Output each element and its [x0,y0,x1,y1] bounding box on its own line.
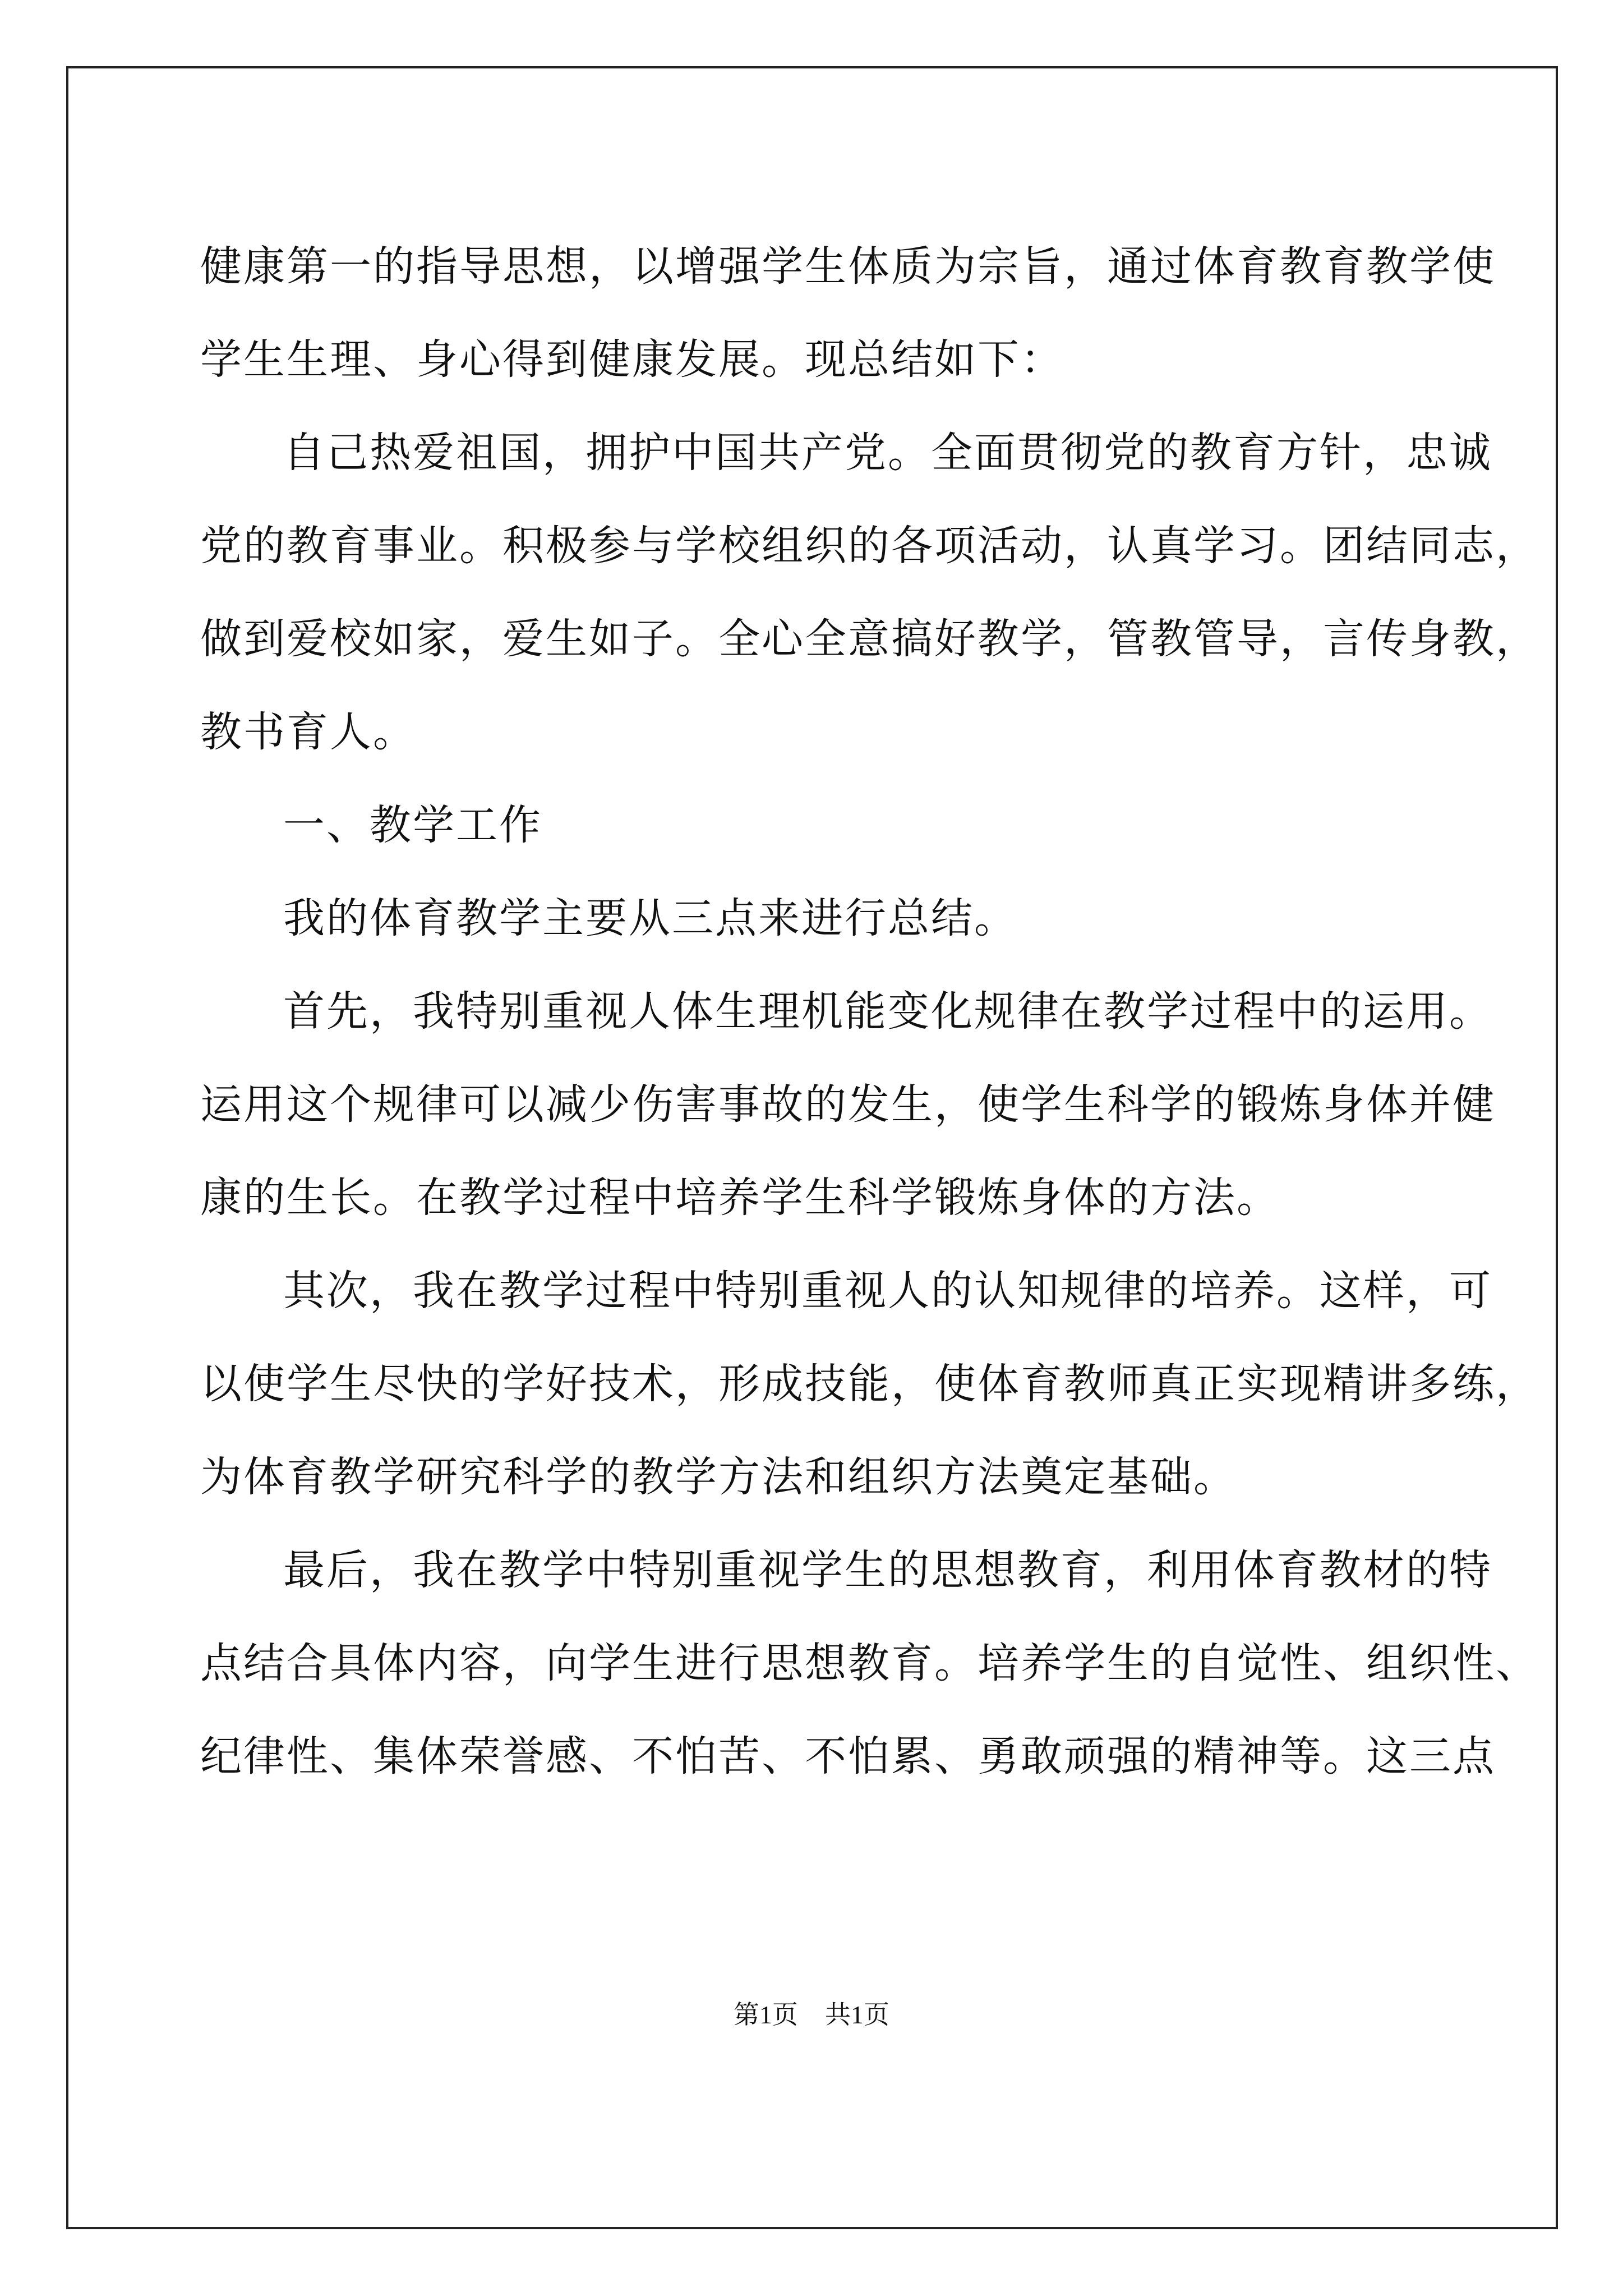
document-body [200,220,1539,1803]
text-line: 党的教育事业。积极参与学校组织的各项活动，认真学习。团结同志， [200,522,1539,570]
text-line: 为体育教学研究科学的教学方法和组织方法奠定基础。 [200,1453,1237,1501]
text-line: 运用这个规律可以减少伤害事故的发生，使学生科学的锻炼身体并健 [200,1080,1496,1129]
text-line: 我的体育教学主要从三点来进行总结。 [283,894,1017,942]
text-line: 点结合具体内容，向学生进行思想教育。培养学生的自觉性、组织性、 [200,1639,1539,1687]
page-number: 第1页 [734,2000,798,2029]
text-line: 最后，我在教学中特别重视学生的思想教育，利用体育教材的特 [283,1546,1492,1594]
text-line: 学生生理、身心得到健康发展。现总结如下： [200,335,1064,384]
text-line: 自己热爱祖国，拥护中国共产党。全面贯彻党的教育方针，忠诚 [283,429,1492,477]
page-footer [0,1994,1623,2031]
text-line: 首先，我特别重视人体生理机能变化规律在教学过程中的运用。 [283,987,1492,1036]
text-line: 纪律性、集体荣誉感、不怕苦、不怕累、勇敢顽强的精神等。这三点 [200,1732,1496,1780]
text-line: 以使学生尽快的学好技术，形成技能，使体育教师真正实现精讲多练， [200,1360,1539,1408]
text-line: 康的生长。在教学过程中培养学生科学锻炼身体的方法。 [200,1174,1280,1222]
text-line: 做到爱校如家，爱生如子。全心全意搞好教学，管教管导，言传身教， [200,615,1539,663]
text-line: 其次，我在教学过程中特别重视人的认知规律的培养。这样，可 [283,1267,1492,1315]
text-line: 一、教学工作 [283,801,542,849]
text-line: 健康第一的指导思想，以增强学生体质为宗旨，通过体育教育教学使 [200,242,1496,291]
page-total: 共1页 [825,2000,889,2029]
text-line: 教书育人。 [200,708,416,756]
